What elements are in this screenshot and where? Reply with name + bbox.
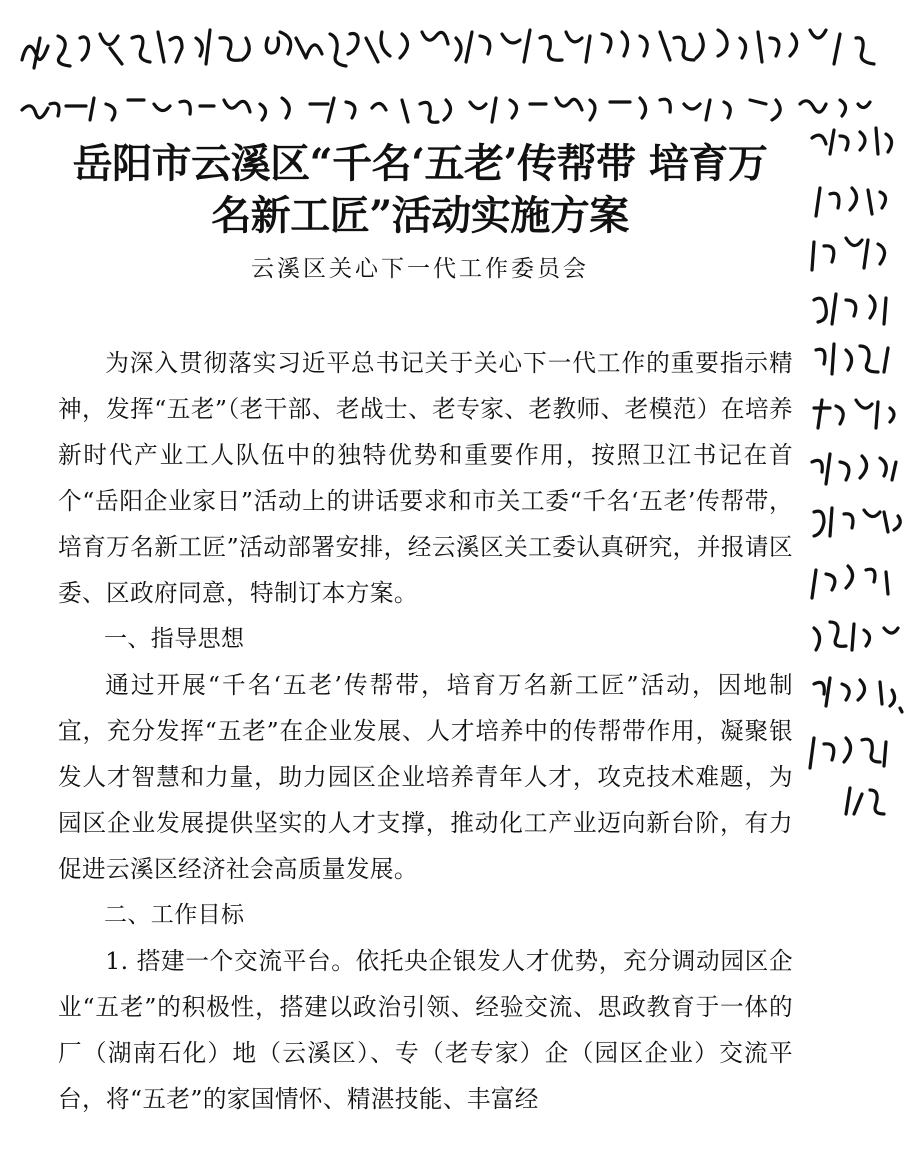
section-heading-guiding-ideology: 一、指导思想 (104, 626, 245, 652)
guiding-ideology-paragraph: 通过开展“千名‘五老’传帮带，培育万名新工匠”活动，因地制宜，充分发挥“五老”在企业发展、人才培养中的传帮带作用，凝聚银发人才智慧和力量，助力园区企业培养青年人才，攻克技术难题，为园区企业发展提供坚实的人才支撑，推动化工产业迈向新台阶，有力促进云溪区经济社会高质量发展。 (58, 671, 793, 883)
document-body (58, 340, 793, 1122)
document-title-line-1: 岳阳市云溪区“千名‘五老’传帮带 培育万 (72, 140, 768, 187)
document-title-line-2: 名新工匠”活动实施方案 (211, 192, 629, 239)
section-heading-work-goals: 二、工作目标 (104, 902, 245, 928)
work-goal-item-1: 1. 搭建一个交流平台。依托央企银发人才优势，充分调动园区企业“五老”的积极性，搭建以政治引领、经验交流、思政教育于一体的厂（湖南石化）地（云溪区）、专（老专家）企（园区企业）交流平台，将“五老”的家国情怀、精湛技能、丰富经 (58, 947, 793, 1113)
document-title (40, 138, 800, 242)
handwritten-annotation-top (10, 8, 890, 138)
issuing-body: 云溪区关心下一代工作委员会 (251, 256, 589, 282)
intro-paragraph: 为深入贯彻落实习近平总书记关于关心下一代工作的重要指示精神，发挥“五老”（老干部、老战士、老专家、老教师、老模范）在培养新时代产业工人队伍中的独特优势和重要作用，按照卫江书记在首个“岳阳企业家日”活动上的讲话要求和市关工委“千名‘五老’传帮带，培育万名新工匠”活动部署安排，经云溪区关工委认真研究，并报请区委、区政府同意，特制订本方案。 (58, 349, 793, 607)
handwritten-annotation-margin (800, 118, 910, 878)
